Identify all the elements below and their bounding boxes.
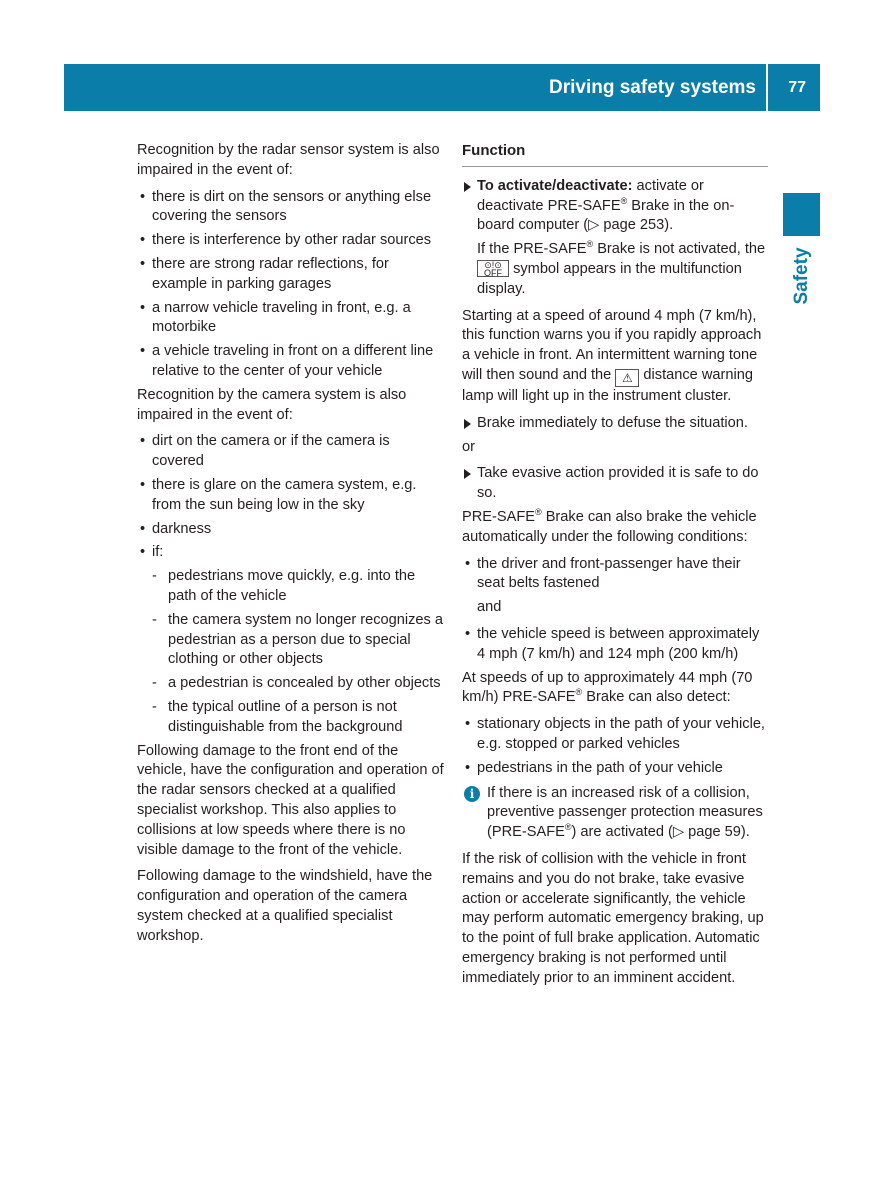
sub-list-item: - a pedestrian is concealed by other objects [137,674,445,694]
step-brake: Brake immediately to defuse the situation. [462,414,768,434]
intro-camera: Recognition by the camera system is also impaired in the event of: [137,386,407,423]
left-column [137,141,445,953]
list-item: • dirt on the camera or if the camera is covered [137,432,445,472]
step-activate: To activate/deactivate: activate or deactivate PRE-SAFE® Brake in the on-board computer (▷ page 253). [462,177,768,236]
page-header [64,64,820,111]
list-item: • if: [137,543,445,563]
section-heading: Function [462,141,768,167]
list-item: • there is dirt on the sensors or anything else covering the sensors [137,188,445,228]
step-evasive: Take evasive action provided it is safe to do so. [462,464,768,504]
sub-list-item: - pedestrians move quickly, e.g. into the path of the vehicle [137,567,445,607]
pre-safe-off-icon: ⊙!⊙ OFF [477,260,509,277]
list-item: • there are strong radar reflections, for example in parking garages [137,255,445,295]
sub-list-item: - the typical outline of a person is not distinguishable from the background [137,698,445,738]
detect-item: • pedestrians in the path of your vehicle [462,759,768,779]
step-label: To activate/deactivate: [477,177,633,194]
header-divider [766,64,768,111]
not-activated-note: If the PRE-SAFE® Brake is not activated, the ⊙!⊙ OFF symbol appears in the multifunction display. [477,239,766,297]
detect-paragraph: At speeds of up to approximately 44 mph (70 km/h) PRE-SAFE® Brake can also detect: [462,669,753,706]
right-column [462,141,768,995]
final-paragraph: If the risk of collision with the vehicle in front remains and you do not brake, take evasive action or accelerate significantly, the vehicle may perform automatic emergency braking, up to the point of full brake application. Automatic emergency braking is not performed until immediately prior to an imminent accident. [462,850,764,986]
chapter-tab [783,193,820,236]
list-item: • darkness [137,520,445,540]
detect-item: • stationary objects in the path of your vehicle, e.g. stopped or parked vehicles [462,715,768,755]
list-item: • there is glare on the camera system, e.g. from the sun being low in the sky [137,476,445,516]
auto-brake-paragraph: PRE-SAFE® Brake can also brake the vehicle automatically under the following conditions: [462,507,757,545]
or-text: or [462,438,475,455]
chapter-label: Safety [790,247,812,305]
list-item: • a vehicle traveling in front on a different line relative to the center of your vehicle [137,342,445,382]
and-text: and [477,599,502,616]
para-front-damage: Following damage to the front end of the vehicle, have the configuration and operation of the radar sensors checked at a qualified specialist workshop. This also applies to collisions at low speeds where there is no visible damage to the front of the vehicle. [137,742,444,858]
distance-warning-lamp-icon: ⚠ [615,369,639,387]
page-number: 77 [788,79,806,96]
warning-paragraph: Starting at a speed of around 4 mph (7 km/h), this function warns you if you rapidly approach a vehicle in front. An intermittent warning tone will then sound and the ⚠ distance warning lamp will light up in the instrument cluster. [462,307,762,404]
list-item: • there is interference by other radar sources [137,231,445,251]
info-note: i If there is an increased risk of a collision, preventive passenger protection measures (PRE-SAFE®) are activated (▷ page 59). [462,784,768,843]
intro-radar: Recognition by the radar sensor system is also impaired in the event of: [137,142,440,178]
section-title: Driving safety systems [549,77,756,98]
sub-list-item: - the camera system no longer recognizes a pedestrian as a person due to special clothing or other objects [137,611,445,670]
condition-item: • the driver and front-passenger have their seat belts fastened [462,555,768,595]
list-item: • a narrow vehicle traveling in front, e.g. a motorbike [137,299,445,339]
condition-item: • the vehicle speed is between approximately 4 mph (7 km/h) and 124 mph (200 km/h) [462,625,768,665]
info-icon: i [464,786,480,802]
para-windshield-damage: Following damage to the windshield, have the configuration and operation of the camera system checked at a qualified specialist workshop. [137,868,433,944]
